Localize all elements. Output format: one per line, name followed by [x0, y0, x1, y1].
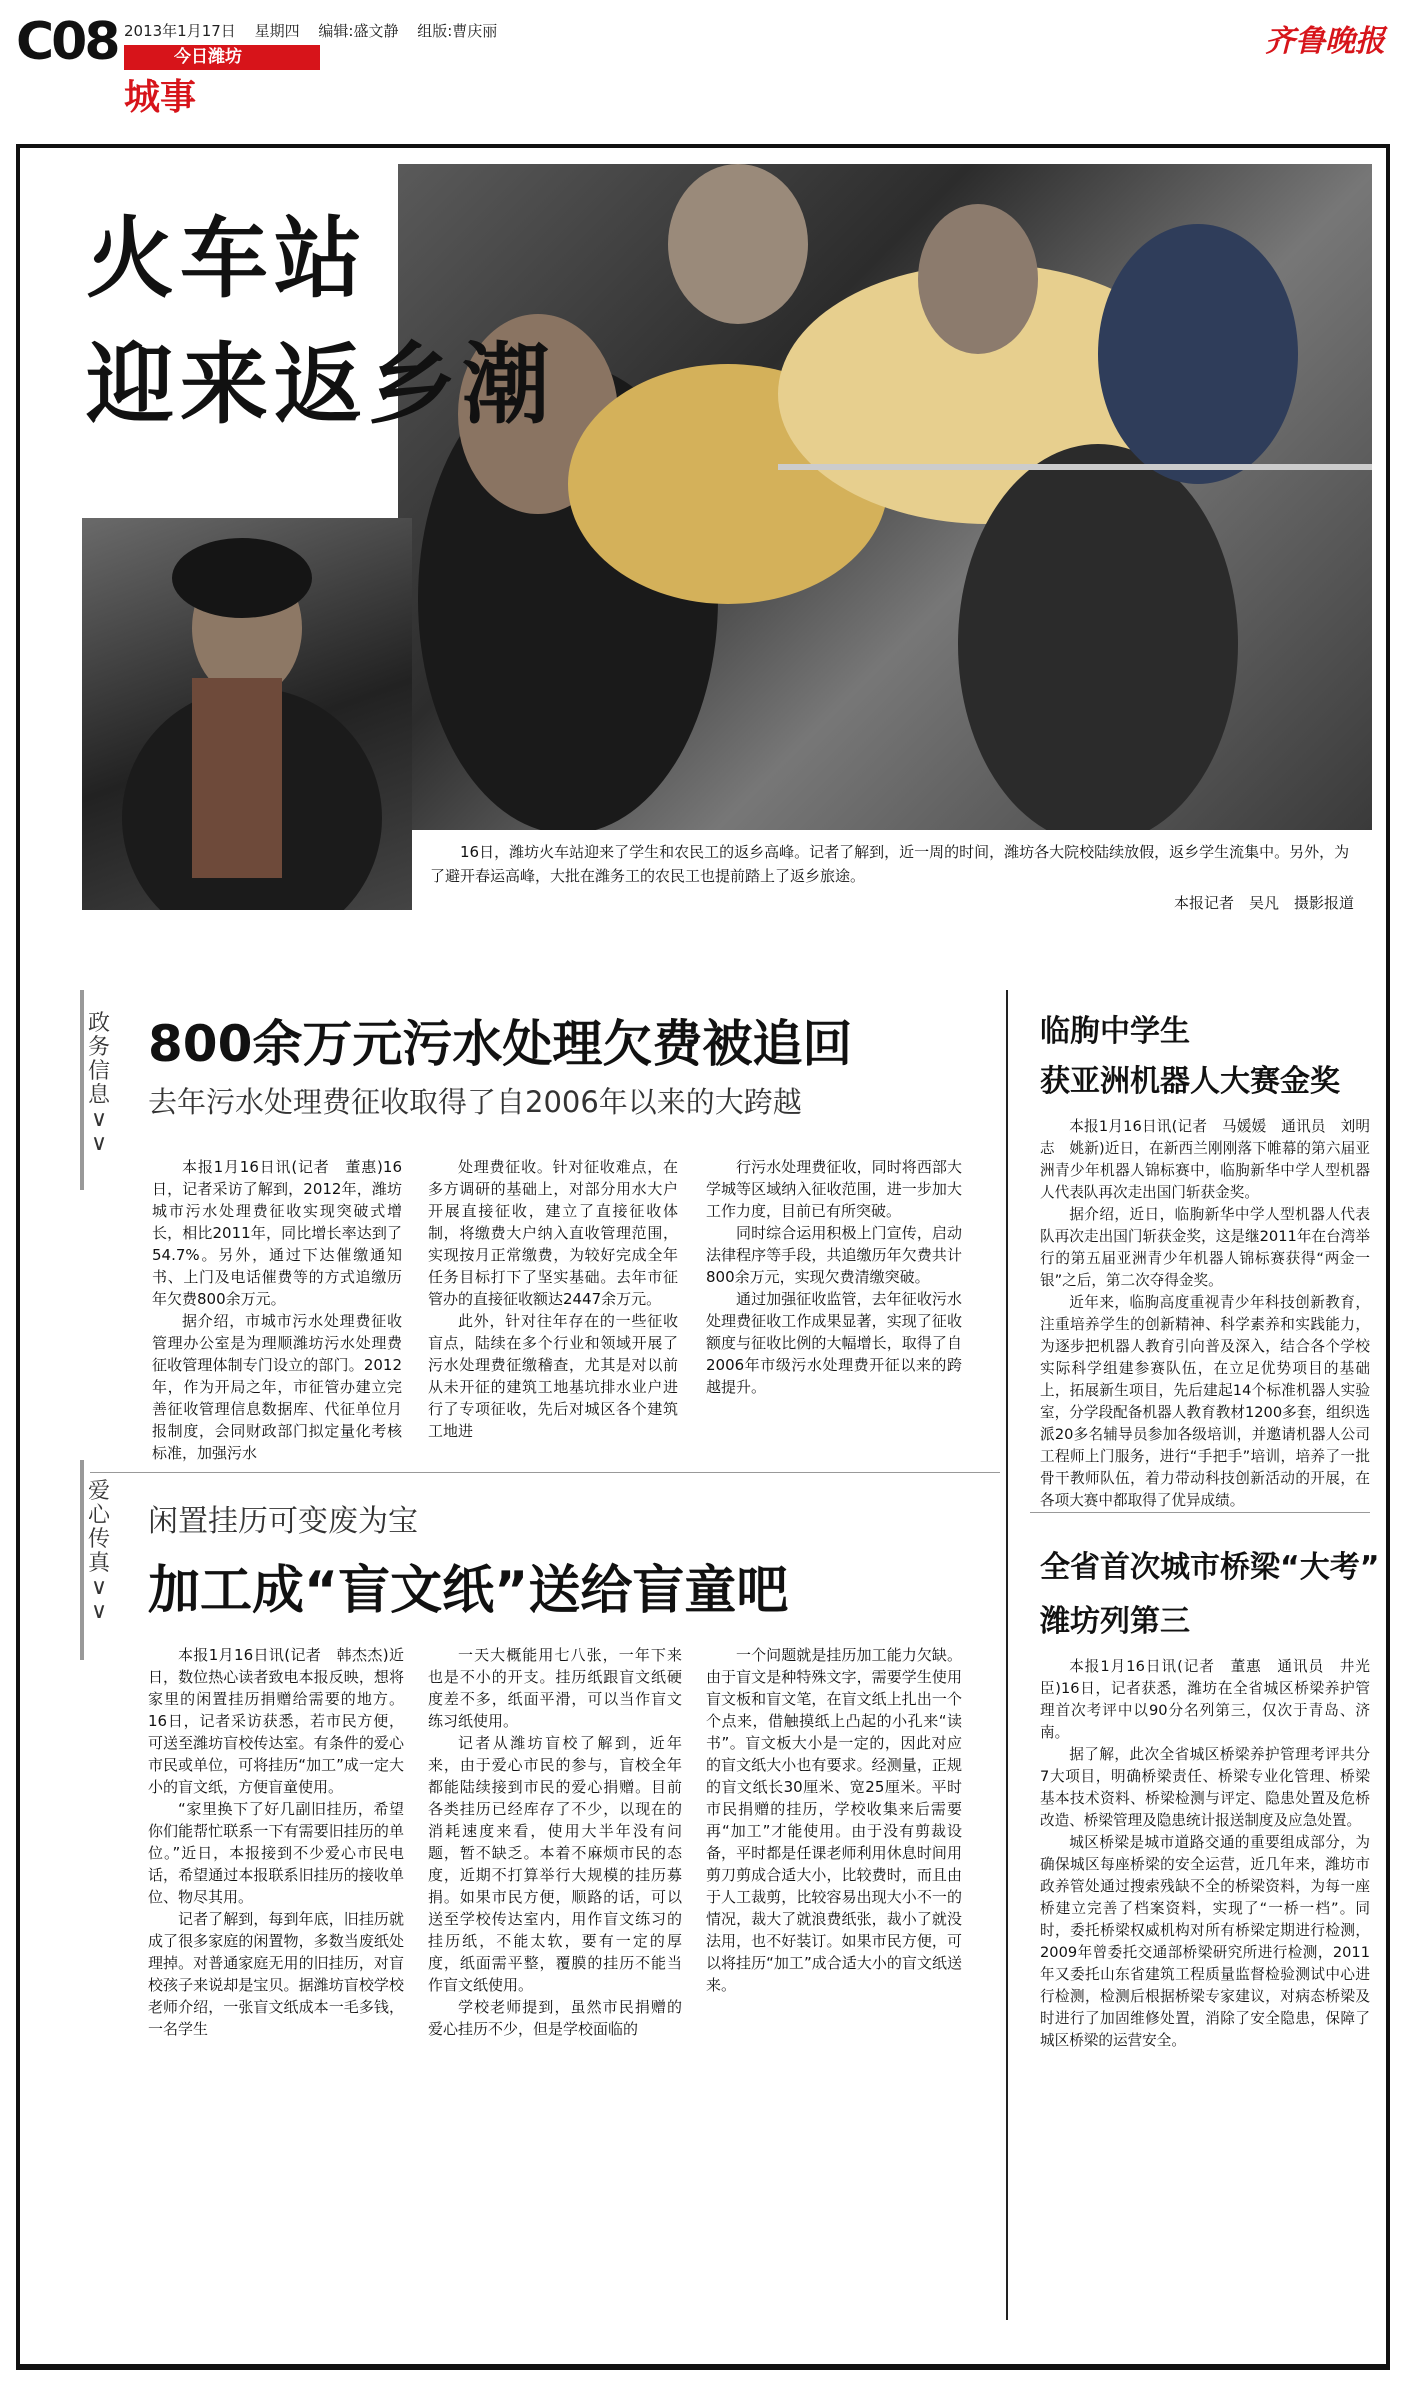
- label-bar-politics: [80, 990, 84, 1190]
- issue-weekday: 星期四: [254, 22, 300, 40]
- article3-body: 本报1月16日讯(记者 马媛媛 通讯员 刘明志 姚新)近日，在新西兰刚刚落下帷幕的第六届亚洲青少年机器人锦标赛中，临朐新华中学人型机器人代表队再次走出国门斩获金奖。 据介绍，近日，临朐新华中学人型机器人代表队再次走出国门斩获金奖，这是继2011年在台湾举行的第五届亚洲青少年机器人锦标赛获得“两金一银”之后，第二次夺得金奖。 近年来，临朐高度重视青少年科技创新教育，注重培养学生的创新精神、科学素养和实践能力，为逐步把机器人教育引向普及深入，结合各个学校实际科学组建参赛队伍，在立足优势项目的基础上，拓展新生项目，先后建起14个标准机器人实验室，分学段配备机器人教育教材1200多套，组织选派20多名辅导员参加各级培训，并邀请机器人公司工程师上门服务，进行“手把手”培训，培养了一批骨干教师队伍，着力带动科技创新活动的开展，在各项大赛中都取得了优异成绩。: [1040, 1118, 1370, 1509]
- masthead-logo: 齐鲁晚报: [1265, 24, 1385, 59]
- article1-column-2: 处理费征收。针对征收难点，在多方调研的基础上，对部分用水大户开展直接征收，建立了直接征收体制，将缴费大户纳入直收管理范围，实现按月正常缴费，为较好完成全年任务目标打下了坚实基础。去年市征管办的直接征收额达2447余万元。 此外，针对往年存在的一些征收盲点，陆续在多个行业和领域开展了污水处理费征缴稽查，尤其是对以前从未开征的建筑工地基坑排水业户进行了专项征收，先后对城区各个建筑工地进: [428, 1158, 678, 1440]
- headline-line-1: 火车站: [86, 207, 369, 310]
- page-number: C08: [16, 12, 118, 72]
- label-bar-charity: [80, 1460, 84, 1660]
- article-divider-right: [1030, 1512, 1370, 1513]
- issue-date: 2013年1月17日: [124, 22, 236, 40]
- article2-kicker: 闲置挂历可变废为宝: [148, 1504, 418, 1539]
- section-name: 城事: [124, 77, 197, 118]
- article1-title: 800余万元污水处理欠费被追回: [148, 1015, 853, 1073]
- feature-headline: [86, 196, 556, 448]
- editor-credit: 编辑:盛文静: [318, 22, 399, 40]
- article1-subtitle: 去年污水处理费征收取得了自2006年以来的大跨越: [148, 1085, 802, 1119]
- side-photo-student: [82, 518, 412, 910]
- article2-title: 加工成“盲文纸”送给盲童吧: [148, 1561, 789, 1621]
- article4-body: 本报1月16日讯(记者 董惠 通讯员 井光臣)16日，记者获悉，潍坊在全省城区桥梁养护管理首次考评中以90分名列第三，仅次于青岛、济南。 据了解，此次全省城区桥梁养护管理考评共分7大项目，明确桥梁责任、桥梁专业化管理、桥梁基本技术资料、桥梁检测与评定、隐患处置及危桥改造、桥梁管理及隐患统计报送制度及应急处置。 城区桥梁是城市道路交通的重要组成部分，为确保城区每座桥梁的安全运营，近几年来，潍坊市政养管处通过搜索残缺不全的桥梁资料，为每一座桥建立完善了档案资料，实现了“一桥一档”。同时，委托桥梁权威机构对所有桥梁定期进行检测，2009年曾委托交通部桥梁研究所进行检测，2011年又委托山东省建筑工程质量监督检验测试中心进行检测，检测后根据桥梁专家建议，对病态桥梁及时进行了加固维修处置，消除了安全隐患，保障了城区桥梁的运营安全。: [1040, 1658, 1370, 2049]
- article1-column-3: 行污水处理费征收，同时将西部大学城等区域纳入征收范围，进一步加大工作力度，目前已有所突破。 同时综合运用积极上门宣传，启动法律程序等手段，共追缴历年欠费共计800余万元，实现欠费清缴突破。 通过加强征收监管，去年征收污水处理费征收工作成果显著，实现了征收额度与征收比例的大幅增长，取得了自2006年市级污水处理费开征以来的跨越提升。: [706, 1158, 962, 1396]
- section-tag: 今日潍坊: [124, 45, 320, 70]
- article3-title-line-2: 获亚洲机器人大赛金奖: [1040, 1064, 1340, 1099]
- column-separator: [1006, 990, 1008, 2320]
- article4-title-line-1: 全省首次城市桥梁“大考”: [1040, 1550, 1380, 1585]
- label-politics: 政 务 信 息 ∨ ∨: [87, 1011, 110, 1156]
- issue-meta: [124, 20, 511, 41]
- headline-line-2: 迎来返乡潮: [86, 333, 557, 436]
- article2-column-1: 本报1月16日讯(记者 韩杰杰)近日，数位热心读者致电本报反映，想将家里的闲置挂历捐赠给需要的地方。16日，记者采访获悉，若市民方便，可送至潍坊盲校传达室。有条件的爱心市民或单位，可将挂历“加工”成一定大小的盲文纸，方便盲童使用。 “家里换下了好几副旧挂历，希望你们能帮忙联系一下有需要旧挂历的单位。”近日，本报接到不少爱心市民电话，希望通过本报联系旧挂历的接收单位、物尽其用。 记者了解到，每到年底，旧挂历就成了很多家庭的闲置物，多数当废纸处理掉。对普通家庭无用的旧挂历，对盲校孩子来说却是宝贝。据潍坊盲校学校老师介绍，一张盲文纸成本一毛多钱，一名学生: [148, 1646, 404, 2038]
- article2-column-2: 一天大概能用七八张，一年下来也是不小的开支。挂历纸跟盲文纸硬度差不多，纸面平滑，可以当作盲文练习纸使用。 记者从潍坊盲校了解到，近年来，由于爱心市民的参与，盲校全年都能陆续接到市民的爱心捐赠。目前各类挂历已经库存了不少，以现在的消耗速度来看，使用大半年没有问题，暂不缺乏。本着不麻烦市民的态度，近期不打算举行大规模的挂历募捐。如果市民方便，顺路的话，可以送至学校传达室内，用作盲文练习的挂历纸，不能太软，要有一定的厚度，纸面需平整，覆膜的挂历不能当作盲文纸使用。 学校老师提到，虽然市民捐赠的爱心挂历不少，但是学校面临的: [428, 1646, 682, 2038]
- article1-column-1: 本报1月16日讯(记者 董惠)16日，记者采访了解到，2012年，潍坊城市污水处理费征收实现突破式增长，相比2011年，同比增长率达到了54.7%。另外，通过下达催缴通知书、上门及电话催费等的方式追缴历年欠费800余万元。 据介绍，市城市污水处理费征收管理办公室是为理顺潍坊污水处理费征收管理体制专门设立的部门。2012年，作为开局之年，市征管办建立完善征收管理信息数据库、代征单位月报制度，会同财政部门拟定量化考核标准，加强污水: [152, 1158, 402, 1462]
- photo-caption-box: [430, 840, 1372, 920]
- photo-credit: 本报记者 吴凡 摄影报道: [1173, 894, 1354, 912]
- article-divider: [90, 1472, 1000, 1473]
- layout-credit: 组版:曹庆丽: [417, 22, 498, 40]
- article3-title-line-1: 临朐中学生: [1040, 1014, 1190, 1049]
- article2-column-3: 一个问题就是挂历加工能力欠缺。由于盲文是种特殊文字，需要学生使用盲文板和盲文笔，在盲文纸上扎出一个个点来，借触摸纸上凸起的小孔来“读书”。盲文板大小是一定的，因此对应的盲文纸大小也有要求。经测量，正规的盲文纸长30厘米、宽25厘米。平时市民捐赠的挂历，学校收集来后需要再“加工”才能使用。由于没有剪裁设备，平时都是任课老师利用休息时间用剪刀剪成合适大小，比较费时，而且由于人工裁剪，比较容易出现大小不一的情况，裁大了就浪费纸张，裁小了就没法用，也不好装订。如果市民方便，可以将挂历“加工”成合适大小的盲文纸送来。: [706, 1646, 962, 1994]
- article4-title-line-2: 潍坊列第三: [1040, 1604, 1190, 1639]
- label-charity: 爱 心 传 真 ∨ ∨: [87, 1479, 110, 1624]
- photo-caption: 16日，潍坊火车站迎来了学生和农民工的返乡高峰。记者了解到，近一周的时间，潍坊各大院校陆续放假，返乡学生流集中。另外，为了避开春运高峰，大批在潍务工的农民工也提前踏上了返乡旅途。: [430, 843, 1350, 885]
